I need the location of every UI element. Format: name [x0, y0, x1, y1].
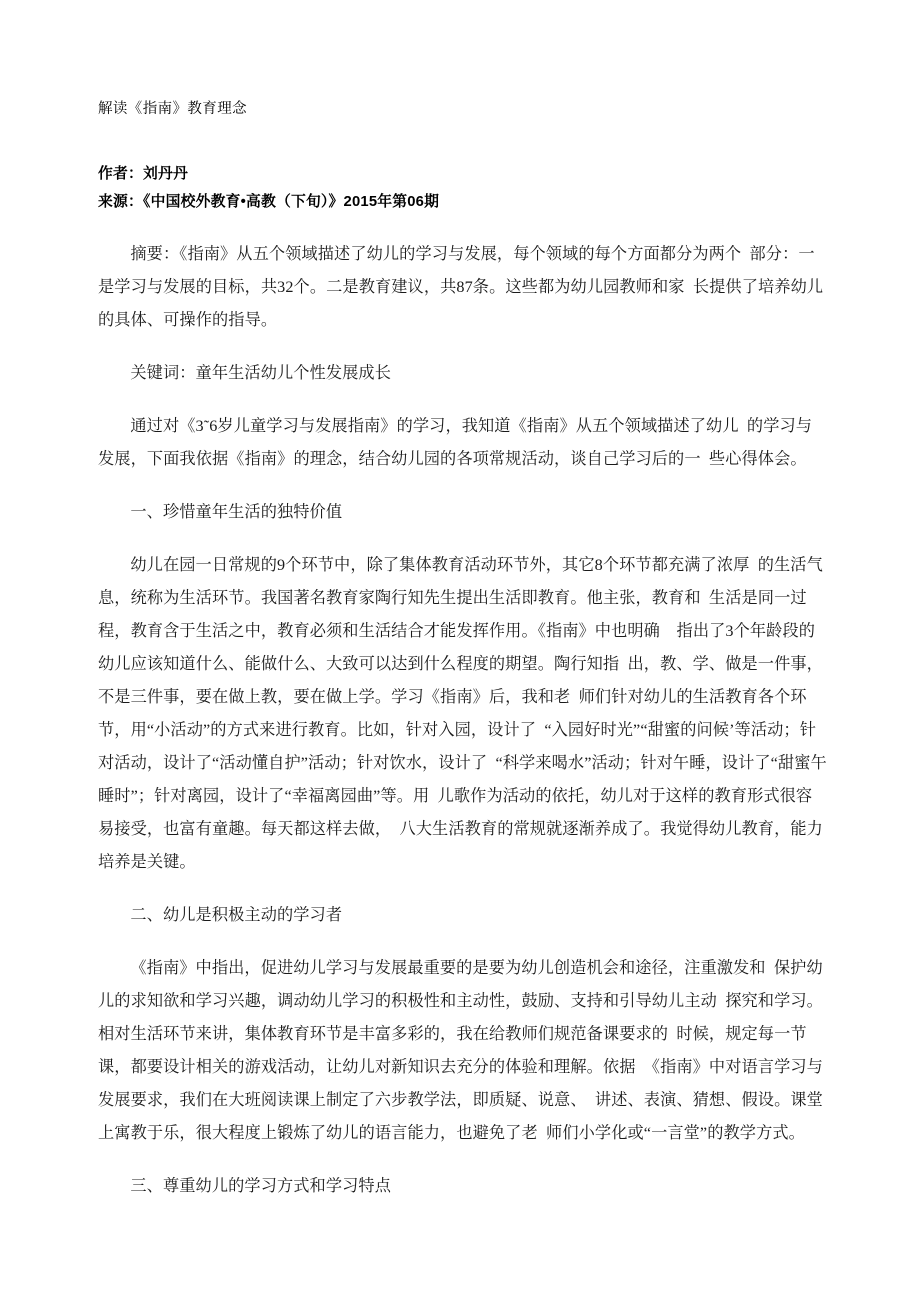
introduction-paragraph: 通过对《3˜6岁儿童学习与发展指南》的学习，我知道《指南》从五个领域描述了幼儿 的学习与发展，下面我依据《指南》的理念，结合幼儿园的各项常规活动，谈自己学习后的一 些心得体会。 [98, 417, 813, 468]
document-body [98, 238, 828, 1203]
abstract-paragraph: 摘要：《指南》从五个领域描述了幼儿的学习与发展，每个领域的每个方面都分为两个 部分：一是学习与发展的目标，共32个。二是教育建议，共87条。这些都为幼儿园教师和家 长提供了培养幼儿的具体、可操作的指导。 [98, 245, 824, 329]
document-content [98, 96, 828, 1223]
section-body-2: 《指南》中指出，促进幼儿学习与发展最重要的是要为幼儿创造机会和途径，注重激发和 保护幼儿的求知欲和学习兴趣，调动幼儿学习的积极性和主动性，鼓励、支持和引导幼儿主动 探究和学习。相对生活环节来讲，集体教育环节是丰富多彩的，我在给教师们规范备课要求的 时候，规定每一节课，都要设计相关的游戏活动，让幼儿对新知识去充分的体验和理解。依据 《指南》中对语言学习与发展要求，我们在大班阅读课上制定了六步教学法，即质疑、说意、 讲述、表演、猜想、假设。课堂上寓教于乐，很大程度上锻炼了幼儿的语言能力，也避免了老 师们小学化或“一言堂”的教学方式。 [98, 959, 823, 1142]
page-title: 解读《指南》教育理念 [98, 101, 247, 117]
source-line: 来源：《中国校外教育•高教（下旬）》2015年第06期 [98, 194, 440, 210]
section-heading-3: 三、尊重幼儿的学习方式和学习特点 [130, 1177, 391, 1195]
keywords-paragraph: 关键词：童年生活幼儿个性发展成长 [130, 364, 391, 382]
section-body-1: 幼儿在园一日常规的9个环节中，除了集体教育活动环节外，其它8个环节都充满了浓厚 的生活气息，统称为生活环节。我国著名教育家陶行知先生提出生活即教育。他主张，教育和 生活是同一过程，教育含于生活之中，教育必须和生活结合才能发挥作用。《指南》中也明确 指出了3个年龄段的幼儿应该知道什么、能做什么、大致可以达到什么程度的期望。陶行知指 出，教、学、做是一件事，不是三件事，要在做上教，要在做上学。学习《指南》后，我和老 师们针对幼儿的生活教育各个环节，用“小活动”的方式来进行教育。比如，针对入园，设计了 “入园好时光”“甜蜜的问候’等活动；针对活动，设计了“活动懂自护”活动；针对饮水，设计了 “科学来喝水”活动；针对午睡，设计了“甜蜜午睡时”；针对离园，设计了“幸福离园曲”等。用 儿歌作为活动的依托，幼儿对于这样的教育形式很容易接受，也富有童趣。每天都这样去做， 八大生活教育的常规就逐渐养成了。我觉得幼儿教育，能力培养是关键。 [98, 556, 827, 871]
author-line: 作者：刘丹丹 [98, 166, 188, 182]
document-meta [98, 160, 828, 216]
section-heading-1: 一、珍惜童年生活的独特价值 [130, 503, 343, 521]
section-heading-2: 二、幼儿是积极主动的学习者 [130, 906, 343, 924]
